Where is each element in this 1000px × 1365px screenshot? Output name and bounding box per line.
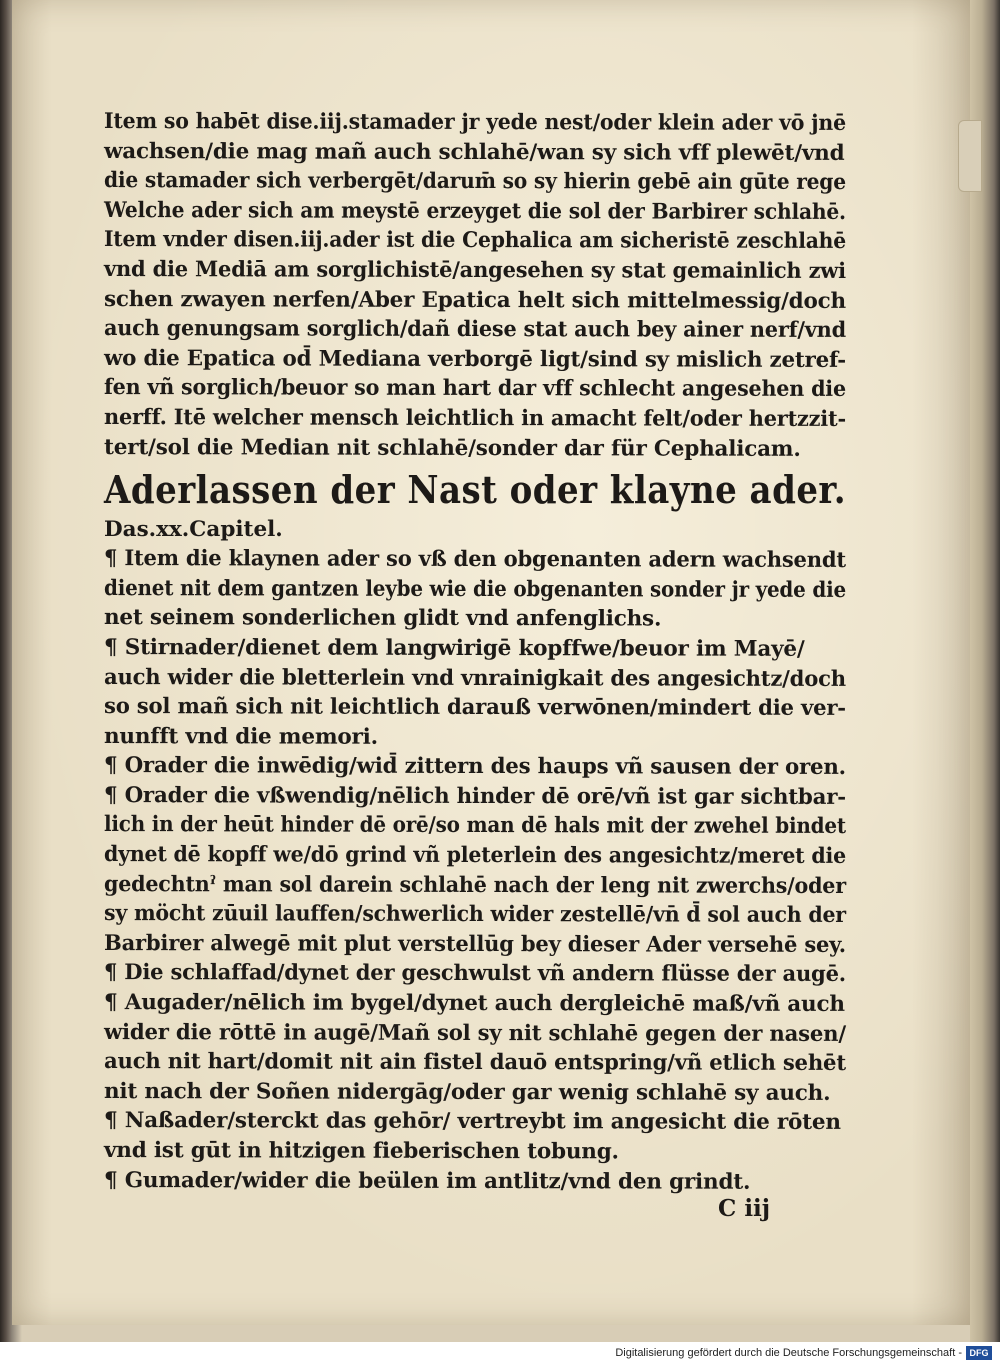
text-line: dienet nit dem gantzen leybe wie die obgenanten sonder jr yede die bbox=[103, 575, 846, 603]
footer-credit: Digitalisierung gefördert durch die Deutsche Forschungsgemeinschaft - bbox=[615, 1347, 962, 1359]
paragraph bbox=[104, 545, 846, 634]
text-line: Item so habēt dise.iij.stamader jr yede nest/oder klein ader vō jnē bbox=[103, 109, 846, 136]
text-line: vnd die Mediā am sorglichistē/angesehen sy stat gemainlich zwi bbox=[103, 256, 846, 284]
paragraph bbox=[104, 1167, 846, 1197]
text-line: schen zwayen nerfen/Aber Epatica helt sich mittelmessig/doch bbox=[103, 286, 846, 314]
text-line: wider die rōttē in augē/Mañ sol sy nit schlahē gegen der nasen/ bbox=[103, 1019, 846, 1047]
text-line: ¶ Augader/nēlich im bygel/dynet auch dergleichē maß/vñ auch bbox=[103, 990, 845, 1017]
text-line: ¶ Orader die vßwendig/nēlich hinder dē orē/vñ ist gar sichtbar- bbox=[103, 782, 846, 810]
text-line: ¶ Naßader/sterckt das gehōr/ vertreybt im angesicht die rōten bbox=[103, 1108, 841, 1136]
text-line: nunfft vnd die memori. bbox=[103, 723, 378, 750]
text-line: auch wider die bletterlein vnd vnrainigkait des angesichtz/doch bbox=[103, 664, 846, 692]
folio-signature: C iij bbox=[718, 1195, 771, 1222]
paragraph bbox=[104, 634, 846, 752]
text-line: ¶ Gumader/wider die beülen im antlitz/vnd den grindt. bbox=[103, 1167, 751, 1195]
paragraph bbox=[104, 782, 846, 960]
text-line: Barbirer alwegē mit plut verstellūg bey dieser Ader versehē sey. bbox=[103, 930, 846, 958]
text-line: tert/sol die Median nit schlahē/sonder dar für Cephalicam. bbox=[103, 434, 801, 462]
text-line: dynet dē kopff we/dō grind vñ pleterlein des angesichtz/meret die bbox=[103, 842, 846, 870]
text-line: nerff. Itē welcher mensch leichtlich in amacht felt/oder hertzzit- bbox=[103, 404, 846, 432]
text-line: nit nach der Soñen nidergāg/oder gar wenig schlahē sy auch. bbox=[103, 1078, 831, 1106]
page-text bbox=[104, 108, 846, 1196]
text-line: vnd ist gūt in hitzigen fieberischen tobung. bbox=[103, 1138, 619, 1165]
text-line: gedechtnˀ man sol darein schlahē nach der leng nit zwerchs/oder bbox=[103, 871, 846, 899]
chapter-heading: Aderlassen der Nast oder klayne ader. bbox=[104, 467, 846, 513]
text-line: sy möcht zūuil lauffen/schwerlich wider zestellē/vn̄ d̄ sol auch der bbox=[103, 901, 846, 929]
paragraph bbox=[104, 752, 846, 782]
text-line: wachsen/die mag mañ auch schlahē/wan sy sich vff plewēt/vnd bbox=[103, 138, 845, 166]
text-line: auch nit hart/domit nit ain fistel dauō entspring/vñ etlich sehēt bbox=[103, 1049, 846, 1077]
text-line: Welche ader sich am meystē erzeyget die sol der Barbirer schlahē. bbox=[103, 197, 846, 225]
top-paragraph bbox=[104, 108, 846, 463]
text-line: lich in der heūt hinder dē orē/so man dē hals mit der zwehel bindet bbox=[103, 812, 846, 840]
text-line: fen vñ sorglich/beuor so man hart dar vff schlecht angesehen die bbox=[103, 375, 846, 403]
text-line: ¶ Item die klaynen ader so vß den obgenanten adern wachsendt bbox=[103, 546, 846, 574]
text-line: Item vnder disen.iij.ader ist die Cephalica am sicheristē zeschlahē bbox=[103, 227, 846, 255]
text-line: so sol mañ sich nit leichtlich darauß verwōnen/mindert die ver- bbox=[103, 694, 846, 722]
text-line: net seinem sonderlichen glidt vnd anfenglichs. bbox=[103, 605, 662, 632]
text-line: auch genungsam sorglich/dañ diese stat auch bey ainer nerf/vnd bbox=[103, 316, 846, 344]
text-line: ¶ Die schlaffad/dynet der geschwulst vñ andern flüsse der augē. bbox=[103, 960, 846, 988]
chapter-number: Das.xx.Capitel. bbox=[104, 517, 283, 543]
paragraph bbox=[104, 1107, 846, 1166]
bookmark-tab bbox=[958, 120, 982, 192]
paragraph bbox=[104, 959, 846, 989]
text-line: wo die Epatica od̄ Mediana verborgē ligt/sind sy mislich zetref- bbox=[103, 345, 846, 373]
paragraph bbox=[104, 989, 846, 1107]
text-line: die stamader sich verbergēt/darum̄ so sy hierin gebē ain gūte rege bbox=[103, 168, 846, 196]
text-line: ¶ Orader die inwēdig/wid̄ zittern des haups vñ sausen der oren. bbox=[103, 753, 846, 781]
dfg-logo-icon: DFG bbox=[966, 1346, 992, 1360]
page-edge-stack bbox=[970, 0, 1000, 1342]
text-line: ¶ Stirnader/dienet dem langwirigē kopffwe/beuor im Mayē/ bbox=[103, 634, 805, 662]
